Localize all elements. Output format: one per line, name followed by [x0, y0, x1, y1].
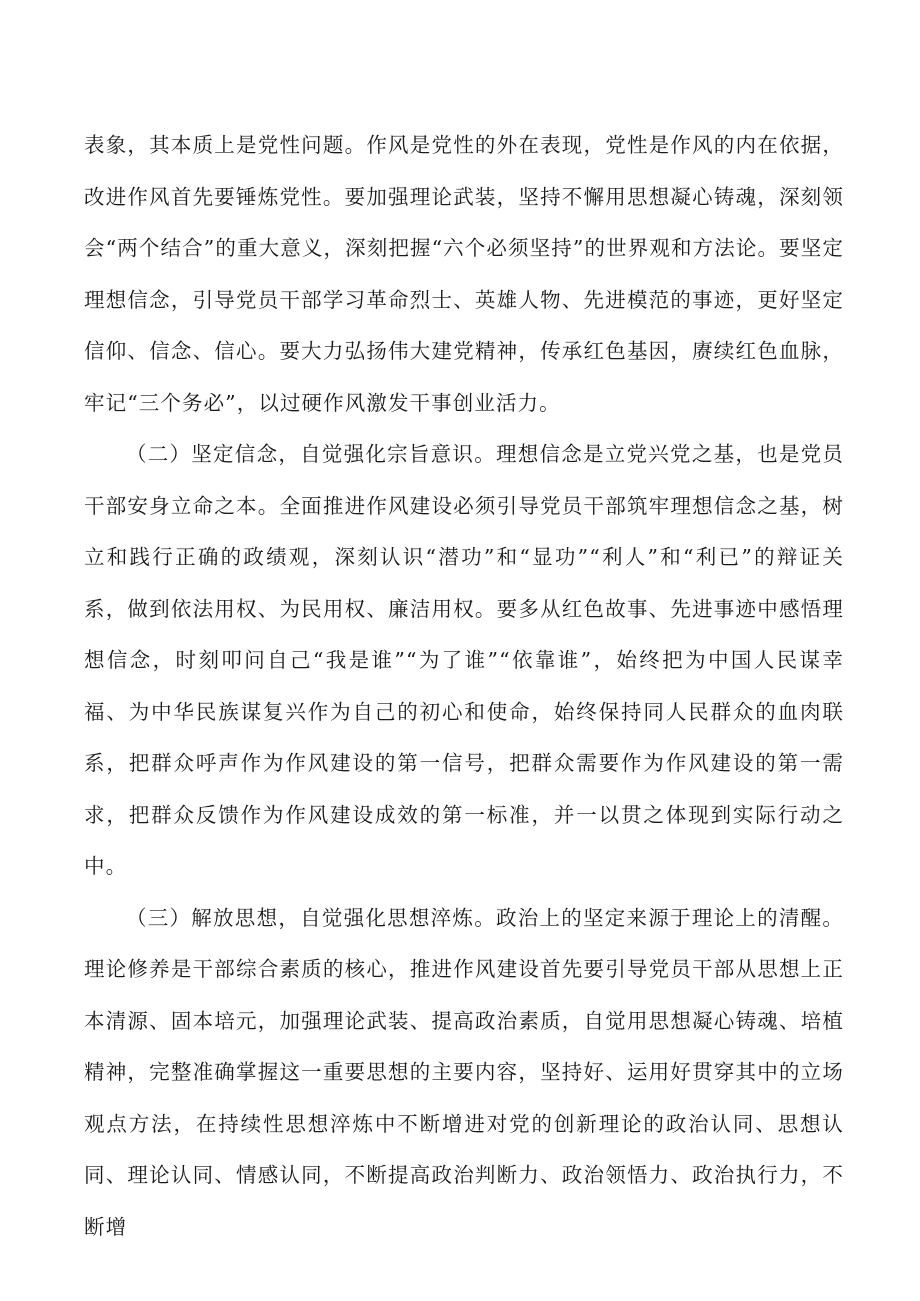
paragraph-section-2: （二）坚定信念，自觉强化宗旨意识。理想信念是立党兴党之基，也是党员干部安身立命之本。全面推进作风建设必须引导党员干部筑牢理想信念之基，树立和践行正确的政绩观，深刻认识“潜功”和“显功”“利人”和“利已”的辩证关系，做到依法用权、为民用权、廉洁用权。要多从红色故事、先进事迹中感悟理想信念，时刻叩问自己“我是谁”“为了谁”“依靠谁”，始终把为中国人民谋幸福、为中华民族谋复兴作为自己的初心和使命，始终保持同人民群众的血肉联系，把群众呼声作为作风建设的第一信号，把群众需要作为作风建设的第一需求，把群众反馈作为作风建设成效的第一标准，并一以贯之体现到实际行动之中。	[84, 442, 844, 878]
document-body	[84, 120, 844, 1253]
paragraph-section-3: （三）解放思想，自觉强化思想淬炼。政治上的坚定来源于理论上的清醒。理论修养是干部综合素质的核心，推进作风建设首先要引导党员干部从思想上正本清源、固本培元，加强理论武装、提高政治素质，自觉用思想凝心铸魂、培植精神，完整准确掌握这一重要思想的主要内容，坚持好、运用好贯穿其中的立场观点方法，在持续性思想淬炼中不断增进对党的创新理论的政治认同、思想认同、理论认同、情感认同，不断提高政治判断力、政治领悟力、政治执行力，不断增	[84, 905, 844, 1239]
paragraph-continued: 表象，其本质上是党性问题。作风是党性的外在表现，党性是作风的内在依据，改进作风首先要锤炼党性。要加强理论武装，坚持不懈用思想凝心铸魂，深刻领会“两个结合”的重大意义，深刻把握“六个必须坚持”的世界观和方法论。要坚定理想信念，引导党员干部学习革命烈士、英雄人物、先进模范的事迹，更好坚定信仰、信念、信心。要大力弘扬伟大建党精神，传承红色基因，赓续红色血脉，牢记“三个务必”，以过硬作风激发干事创业活力。	[84, 133, 844, 415]
